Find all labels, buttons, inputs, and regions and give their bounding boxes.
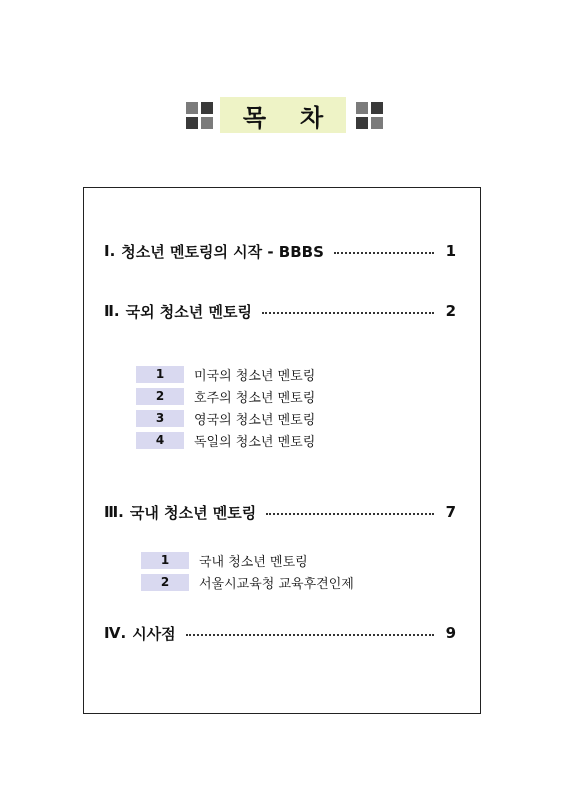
toc-subitem[interactable] (136, 365, 315, 383)
page-number: 1 (445, 242, 456, 260)
toc-section-4[interactable] (104, 622, 456, 644)
subitem-number-badge: 1 (136, 366, 184, 383)
subitem-title: 영국의 청소년 멘토링 (194, 412, 316, 428)
title-char-1: 목 (242, 103, 266, 132)
toc-section-1[interactable] (104, 240, 456, 262)
grid-square-icon (186, 102, 214, 130)
section-title: 국외 청소년 멘토링 (125, 302, 252, 321)
subitem-title: 국내 청소년 멘토링 (199, 554, 308, 570)
subitem-number-badge: 2 (141, 574, 189, 591)
grid-square-icon (356, 102, 384, 130)
page-number: 9 (445, 624, 456, 642)
subitem-title: 호주의 청소년 멘토링 (194, 390, 316, 406)
title-char-2: 차 (300, 103, 324, 132)
section-number: Ⅰ. (104, 242, 116, 260)
subitem-number-badge: 3 (136, 410, 184, 427)
leader-dots (262, 312, 434, 314)
leader-dots (266, 513, 434, 515)
section-title: 국내 청소년 멘토링 (129, 503, 257, 522)
toc-title-block (186, 97, 386, 133)
toc-subitem[interactable] (136, 409, 315, 427)
leader-dots (186, 634, 434, 636)
subitem-number-badge: 4 (136, 432, 184, 449)
leader-dots (334, 252, 434, 254)
section-number: Ⅲ. (104, 503, 124, 521)
toc-box (83, 187, 481, 714)
page-title (220, 97, 346, 133)
toc-subitem[interactable] (141, 573, 354, 591)
page-number: 2 (445, 302, 456, 320)
subitem-title: 미국의 청소년 멘토링 (194, 368, 316, 384)
page-number: 7 (445, 503, 456, 521)
subitem-number-badge: 1 (141, 552, 189, 569)
toc-subitem[interactable] (136, 431, 315, 449)
toc-section-2[interactable] (104, 300, 456, 322)
subitem-title: 서울시교육청 교육후견인제 (199, 576, 354, 592)
section-title: 시사점 (132, 624, 176, 643)
section-number: Ⅱ. (104, 302, 120, 320)
toc-subitem[interactable] (141, 551, 308, 569)
section-title: 청소년 멘토링의 시작 - BBBS (121, 242, 324, 261)
subitem-title: 독일의 청소년 멘토링 (194, 434, 316, 450)
toc-section-3[interactable] (104, 501, 456, 523)
section-number: Ⅳ. (104, 624, 127, 642)
toc-subitem[interactable] (136, 387, 315, 405)
subitem-number-badge: 2 (136, 388, 184, 405)
